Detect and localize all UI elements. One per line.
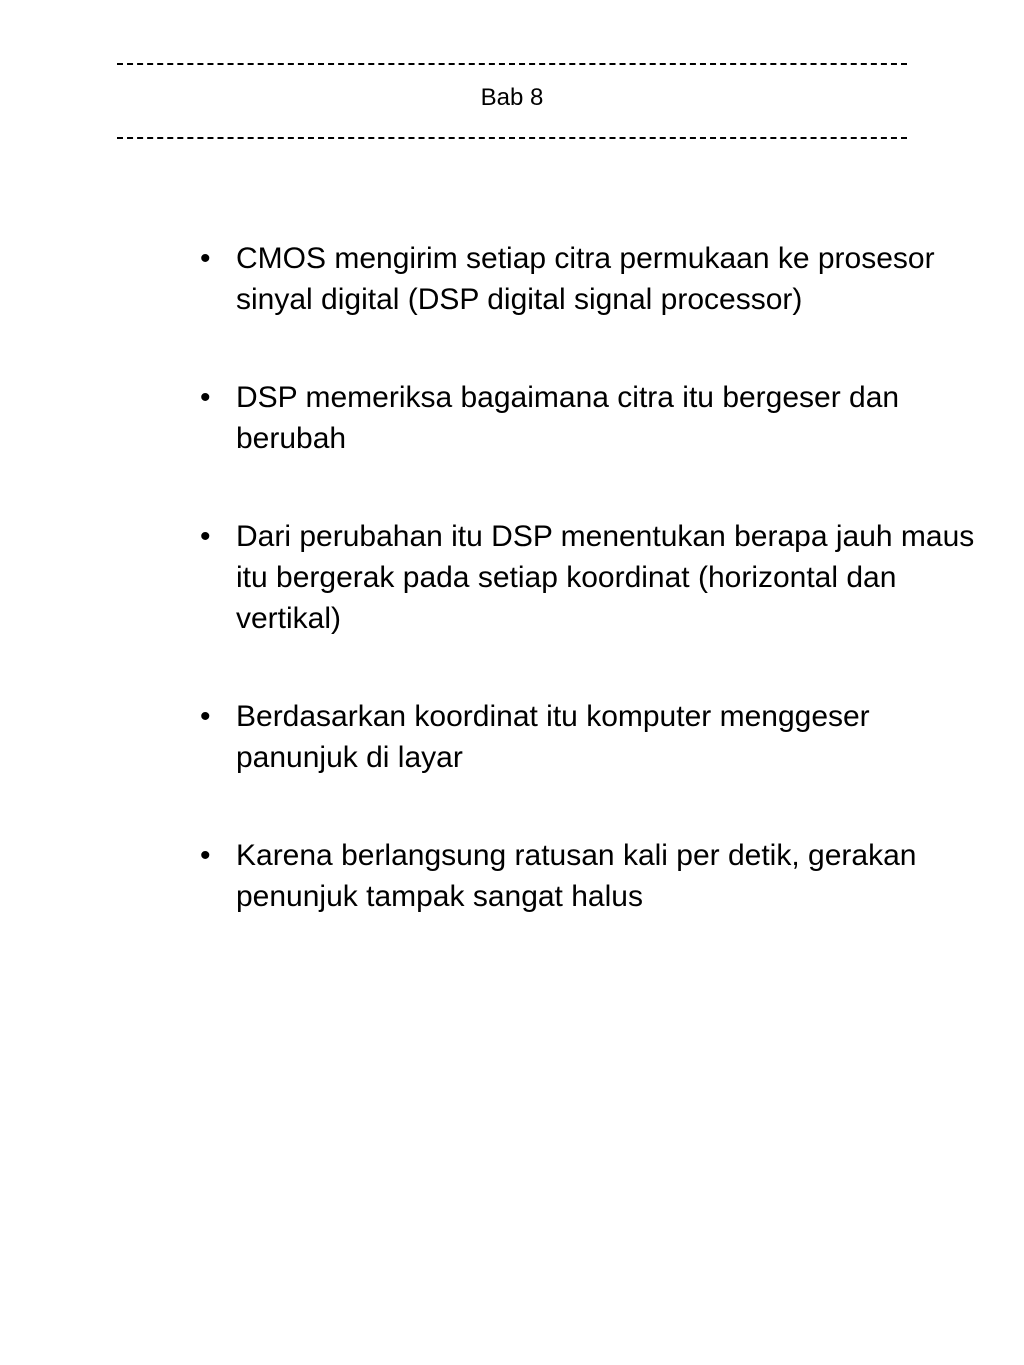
chapter-title: Bab 8 [480,84,544,111]
bullet-text: Karena berlangsung ratusan kali per detik, gerakan penunjuk tampak sangat halus [236,839,917,913]
bullet-dot-icon: • [200,381,211,414]
bullet-text: Berdasarkan koordinat itu komputer menggeser panunjuk di layar [236,700,870,774]
bullet-dot-icon: • [200,839,211,872]
top-dashed-divider [117,44,907,78]
bullet-dot-icon: • [200,242,211,275]
bullet-item [196,377,996,459]
bullet-dot-icon: • [200,520,211,553]
bullet-text: DSP memeriksa bagaimana citra itu bergeser dan berubah [236,381,900,455]
bullet-item [196,835,996,917]
page-header [0,44,1024,152]
bullet-dot-icon: • [200,700,211,733]
bullet-list [196,238,996,974]
bullet-item [196,696,996,778]
bullet-text: CMOS mengirim setiap citra permukaan ke prosesor sinyal digital (DSP digital signal processor) [236,242,935,316]
bullet-item [196,238,996,320]
bottom-dashed-divider [117,118,907,152]
bullet-text: Dari perubahan itu DSP menentukan berapa jauh maus itu bergerak pada setiap koordinat (horizontal dan vertikal) [236,520,975,635]
bullet-item [196,516,996,639]
